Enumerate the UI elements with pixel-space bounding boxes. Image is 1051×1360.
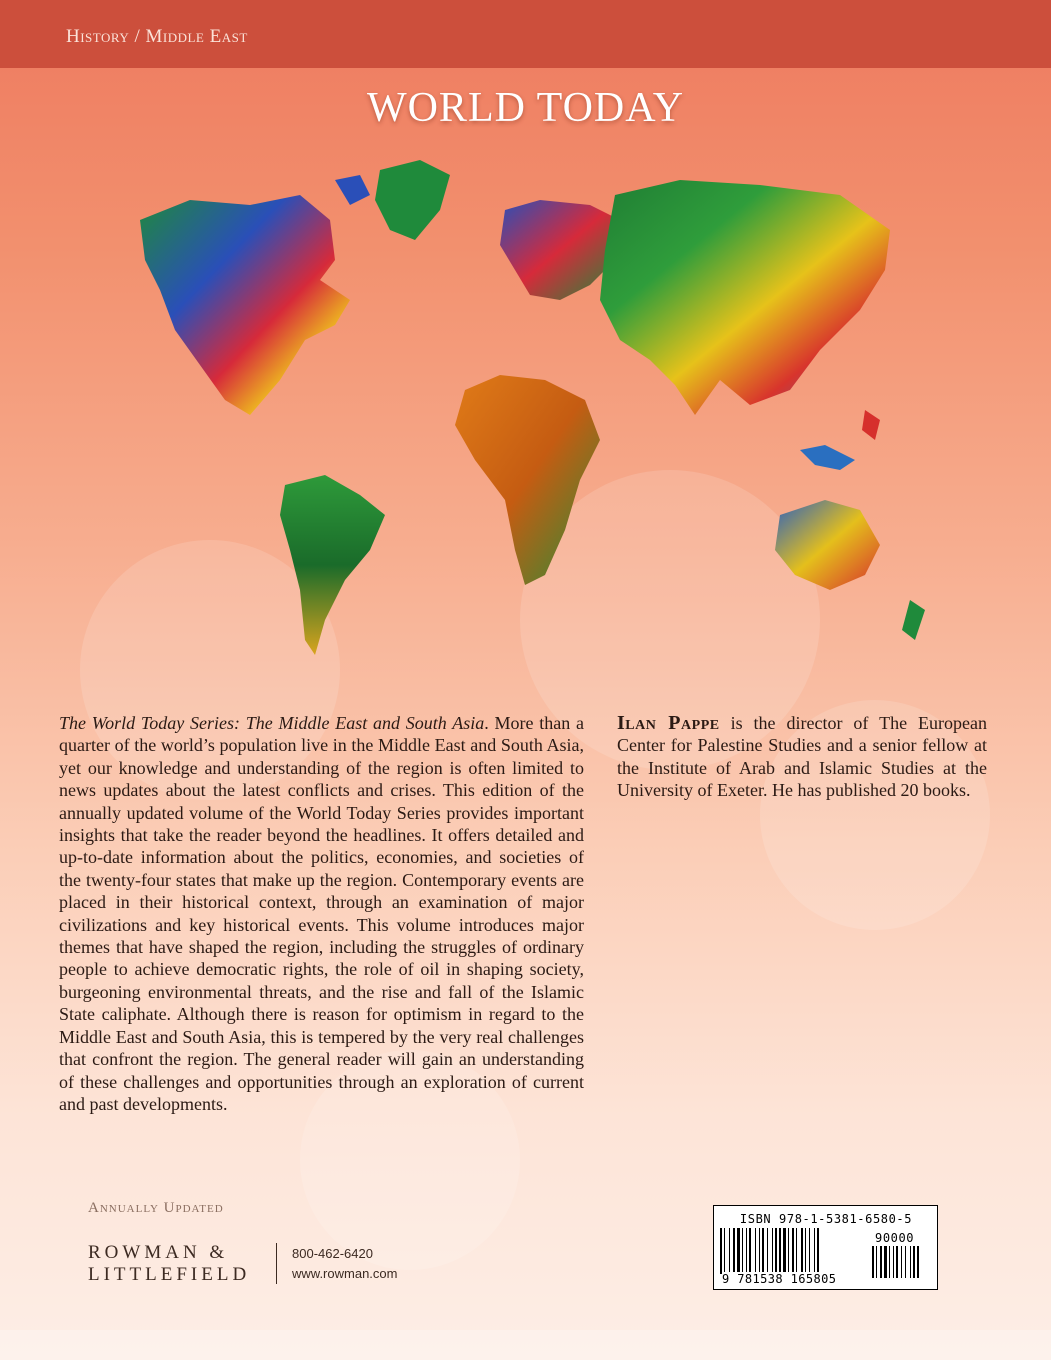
barcode <box>713 1205 938 1290</box>
publisher-website: www.rowman.com <box>292 1266 398 1281</box>
world-map-illustration <box>120 150 950 670</box>
publisher-name-line2: LITTLEFIELD <box>88 1264 251 1285</box>
author-bio <box>617 712 987 802</box>
barcode-addon: 90000 <box>875 1231 915 1245</box>
barcode-digits: 9 781538 165805 <box>722 1272 854 1286</box>
publisher-logo <box>88 1242 268 1286</box>
description-body: . More than a quarter of the world’s population live in the Middle East and South Asia, yet our knowledge and understanding of the region is often limited to news updates about the latest conflicts and crises. This edition of the annually updated volume of the World Today Series provides important insights that take the reader beyond the headlines. It offers detailed and up-to-date information about the politics, economies, and societies of the twenty-four states that make up the region. Contemporary events are placed in their historical context, through an examination of major civilizations and key historical events. This volume introduces major themes that have shaped the region, including the struggles of ordinary people to achieve democratic rights, the role of oil in shaping society, burgeoning environmental threats, and the rise and fall of the Islamic State caliphate. Although there is reason for optimism in regard to the Middle East and South Asia, this is tempered by the very real challenges that confront the region. The general reader will gain an understanding of these challenges and opportunities through an exploration of current and past developments. <box>59 713 584 1114</box>
series-title: WORLD TODAY <box>366 85 685 131</box>
isbn-label: ISBN 978-1-5381-6580-5 <box>739 1212 913 1226</box>
author-name: Ilan Pappe <box>617 712 720 734</box>
annually-updated-label: Annually Updated <box>88 1200 224 1216</box>
publisher-contact <box>292 1244 397 1284</box>
book-description <box>59 712 584 1115</box>
publisher-name-line1: ROWMAN & <box>88 1242 229 1263</box>
series-book-title: The World Today Series: The Middle East and South Asia <box>59 713 485 733</box>
bottom-strip <box>0 1330 1051 1360</box>
publisher-phone: 800-462-6420 <box>292 1246 373 1261</box>
author-bio-text: is the director of The European Center for Palestine Studies and a senior fellow at the Institute of Arab and Islamic Studies at the University of Exeter. He has published 20 books. <box>617 713 987 801</box>
publisher-divider <box>276 1243 277 1284</box>
category-label: History / Middle East <box>66 26 248 47</box>
